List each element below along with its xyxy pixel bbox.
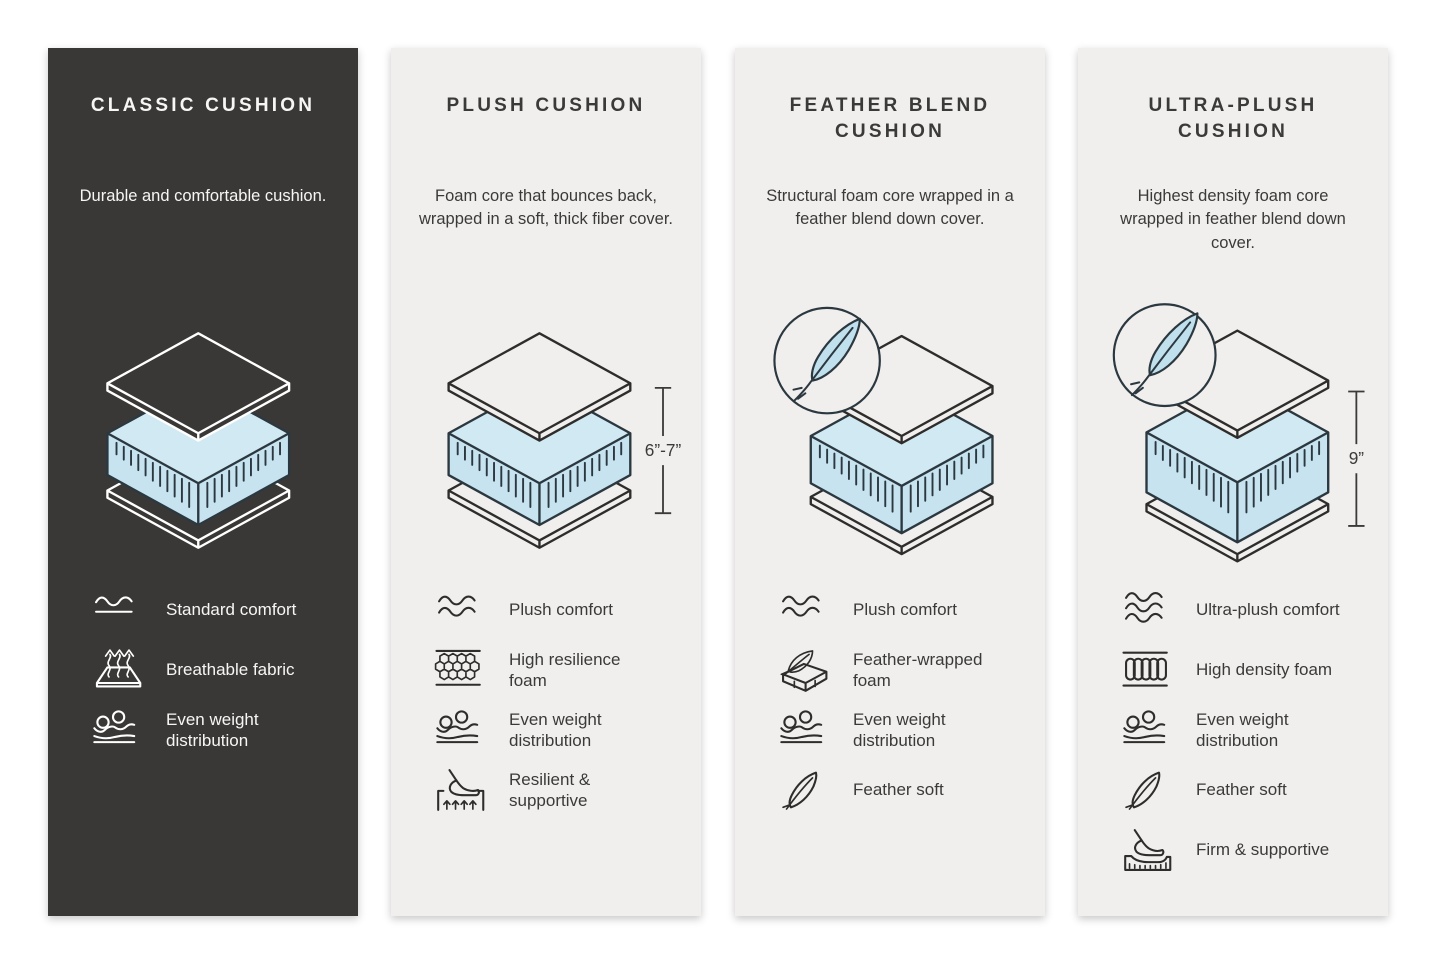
even-weight-icon	[777, 707, 829, 753]
feather-wrapped-foam-icon	[777, 647, 829, 693]
feature-label: Resilient & supportive	[509, 769, 591, 811]
even-weight-icon	[433, 707, 485, 753]
feature-list	[735, 587, 1045, 827]
height-measurement-label: 6”-7”	[644, 440, 682, 461]
layered-cushion-diagram	[405, 297, 687, 565]
feature-label: Feather soft	[1196, 780, 1287, 800]
breathable-fabric-icon	[90, 647, 142, 693]
feature-label: Firm & supportive	[1196, 840, 1330, 860]
layered-cushion-diagram	[62, 297, 344, 565]
high-density-foam-icon	[1120, 647, 1172, 693]
feature-row	[433, 647, 693, 693]
feather-badge	[775, 308, 880, 413]
feature-label: Standard comfort	[166, 600, 297, 620]
feature-label: Feather-wrapped foam	[853, 649, 983, 691]
panel-title: PLUSH CUSHION	[446, 95, 646, 116]
feature-label: Ultra-plush comfort	[1196, 600, 1340, 620]
cushion-illustration	[1078, 297, 1388, 565]
feature-row	[777, 767, 1037, 813]
even-weight-icon	[1120, 707, 1172, 753]
panel-classic-cushion	[48, 48, 358, 916]
panel-title: CLASSIC CUSHION	[90, 95, 316, 116]
panel-description: Foam core that bounces back, wrapped in a soft, thick fiber cover.	[418, 186, 674, 229]
standard-wave-icon	[90, 587, 142, 633]
feature-label: Even weight distribution	[509, 709, 602, 751]
feature-label: Plush comfort	[853, 600, 957, 620]
layered-cushion-diagram-with-feather-badge	[1092, 297, 1374, 565]
feature-row	[1120, 707, 1380, 753]
feature-label: High density foam	[1196, 660, 1333, 680]
ultra-wave-icon	[1120, 587, 1172, 633]
feature-label: Feather soft	[853, 780, 944, 800]
feature-row	[1120, 587, 1380, 633]
feature-row	[1120, 827, 1380, 873]
cushion-illustration	[391, 297, 701, 565]
feature-row	[90, 707, 350, 753]
panel-plush-cushion	[391, 48, 701, 916]
feature-row	[433, 767, 693, 813]
height-measurement-label: 9”	[1348, 448, 1365, 469]
feature-row	[90, 587, 350, 633]
panel-ultra-plush-cushion	[1078, 48, 1388, 916]
even-weight-icon	[90, 707, 142, 753]
feature-label: High resilience foam	[509, 649, 621, 691]
feature-label: Even weight distribution	[166, 709, 259, 751]
feature-label: Even weight distribution	[853, 709, 946, 751]
cushion-illustration	[48, 297, 358, 565]
plush-wave-icon	[433, 587, 485, 633]
feature-row	[433, 707, 693, 753]
feature-label: Even weight distribution	[1196, 709, 1289, 751]
panel-title: FEATHER BLEND CUSHION	[789, 95, 991, 142]
feature-list	[48, 587, 358, 767]
cushion-illustration	[735, 297, 1045, 565]
feature-row	[777, 647, 1037, 693]
firm-supportive-icon	[1120, 827, 1172, 873]
feature-row	[433, 587, 693, 633]
plush-wave-icon	[777, 587, 829, 633]
resilience-foam-icon	[433, 647, 485, 693]
feature-row	[777, 587, 1037, 633]
feature-label: Plush comfort	[509, 600, 613, 620]
feature-label: Breathable fabric	[166, 660, 295, 680]
feather-badge	[1114, 305, 1216, 407]
feature-row	[90, 647, 350, 693]
feature-list	[1078, 587, 1388, 887]
panel-feather-blend-cushion	[735, 48, 1045, 916]
feather-icon	[1120, 767, 1172, 813]
panel-title: ULTRA-PLUSH CUSHION	[1148, 95, 1318, 142]
feature-row	[1120, 647, 1380, 693]
panel-description: Structural foam core wrapped in a feather blend down cover.	[766, 186, 1014, 229]
feature-row	[777, 707, 1037, 753]
layered-cushion-diagram-with-feather-badge	[749, 297, 1031, 565]
feather-icon	[777, 767, 829, 813]
resilient-supportive-icon	[433, 767, 485, 813]
feature-list	[391, 587, 701, 827]
panel-description: Highest density foam core wrapped in feather blend down cover.	[1120, 186, 1346, 252]
feature-row	[1120, 767, 1380, 813]
panel-description: Durable and comfortable cushion.	[79, 186, 327, 205]
